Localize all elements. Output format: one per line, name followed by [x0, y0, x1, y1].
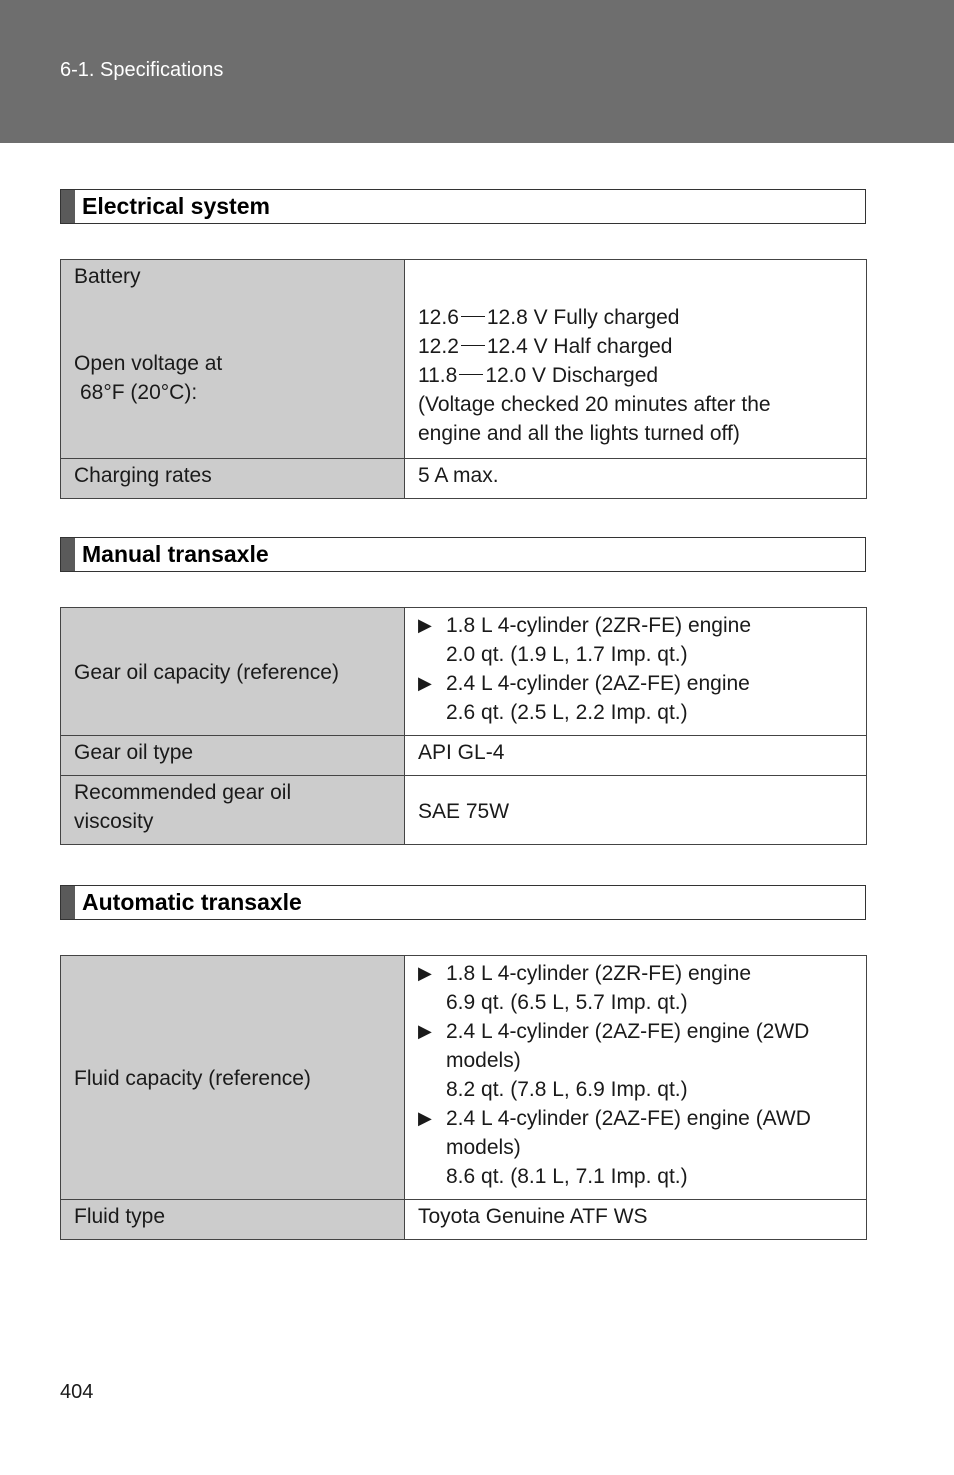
breadcrumb: 6-1. Specifications [60, 59, 224, 81]
list-item: ▶ 1.8 L 4-cylinder (2ZR-FE) engine [418, 611, 854, 640]
gear-oil-type-label: Gear oil type [61, 736, 405, 776]
triangle-bullet-icon: ▶ [418, 1108, 432, 1128]
voltage-note-2: engine and all the lights turned off) [418, 422, 740, 445]
open-voltage-label: Open voltage at [74, 352, 223, 375]
section-marker [61, 886, 75, 919]
voltage-discharged: 11.8 12.0 V Discharged [418, 364, 659, 387]
fluid-capacity-value: ▶ 1.8 L 4-cylinder (2ZR-FE) engine 6.9 qt. (6.5 L, 5.7 Imp. qt.) ▶ 2.4 L 4-cylinder (2AZ-FE) engine (2WD models) 8.2 qt. (7.8 L, 6.9 Imp. qt.) ▶ 2.4 L 4-cylinder (2AZ-FE) engine (AWD models) 8.6 qt. (8.1 L, 7.1 Imp. qt.) [405, 956, 867, 1200]
voltage-note-1: (Voltage checked 20 minutes after the [418, 393, 771, 416]
gear-oil-viscosity-value: SAE 75W [405, 776, 867, 845]
charging-value: 5 A max. [405, 459, 867, 499]
charging-label: Charging rates [61, 459, 405, 499]
page-number: 404 [60, 1381, 94, 1403]
gear-oil-capacity-label: Gear oil capacity (reference) [61, 608, 405, 736]
section-heading: Electrical system [82, 193, 270, 219]
gear-oil-capacity-value: ▶ 1.8 L 4-cylinder (2ZR-FE) engine 2.0 qt. (1.9 L, 1.7 Imp. qt.) ▶ 2.4 L 4-cylinder (2AZ-FE) engine 2.6 qt. (2.5 L, 2.2 Imp. qt.) [405, 608, 867, 736]
fluid-type-label: Fluid type [61, 1200, 405, 1240]
table-row [61, 459, 867, 499]
gear-oil-type-value: API GL-4 [405, 736, 867, 776]
section-title-electrical [60, 189, 866, 224]
manual-table [60, 607, 867, 845]
open-voltage-temp: 68°F (20°C): [80, 381, 198, 404]
section-title-automatic [60, 885, 866, 920]
battery-value-cell [405, 260, 867, 459]
page-header [0, 0, 954, 143]
voltage-fully-charged: 12.6 12.8 V Fully charged [418, 306, 680, 329]
table-row [61, 776, 867, 845]
fluid-type-value: Toyota Genuine ATF WS [405, 1200, 867, 1240]
table-row [61, 956, 867, 1200]
triangle-bullet-icon: ▶ [418, 963, 432, 983]
triangle-bullet-icon: ▶ [418, 673, 432, 693]
fluid-capacity-label: Fluid capacity (reference) [61, 956, 405, 1200]
battery-label: Battery [74, 265, 141, 288]
section-heading: Automatic transaxle [82, 889, 302, 915]
automatic-table [60, 955, 867, 1240]
section-heading: Manual transaxle [82, 541, 269, 567]
table-row [61, 736, 867, 776]
list-item: ▶ 2.4 L 4-cylinder (2AZ-FE) engine (2WD [418, 1017, 854, 1046]
table-row [61, 260, 867, 459]
list-item: ▶ 2.4 L 4-cylinder (2AZ-FE) engine (AWD [418, 1104, 854, 1133]
triangle-bullet-icon: ▶ [418, 615, 432, 635]
gear-oil-viscosity-label: Recommended gear oil viscosity [61, 776, 405, 845]
battery-label-cell [61, 260, 405, 459]
triangle-bullet-icon: ▶ [418, 1021, 432, 1041]
list-item: ▶ 1.8 L 4-cylinder (2ZR-FE) engine [418, 959, 854, 988]
electrical-table [60, 259, 867, 499]
table-row [61, 1200, 867, 1240]
voltage-half-charged: 12.2 12.4 V Half charged [418, 335, 673, 358]
section-title-manual [60, 537, 866, 572]
section-marker [61, 190, 75, 223]
section-marker [61, 538, 75, 571]
list-item: ▶ 2.4 L 4-cylinder (2AZ-FE) engine [418, 669, 854, 698]
table-row [61, 608, 867, 736]
